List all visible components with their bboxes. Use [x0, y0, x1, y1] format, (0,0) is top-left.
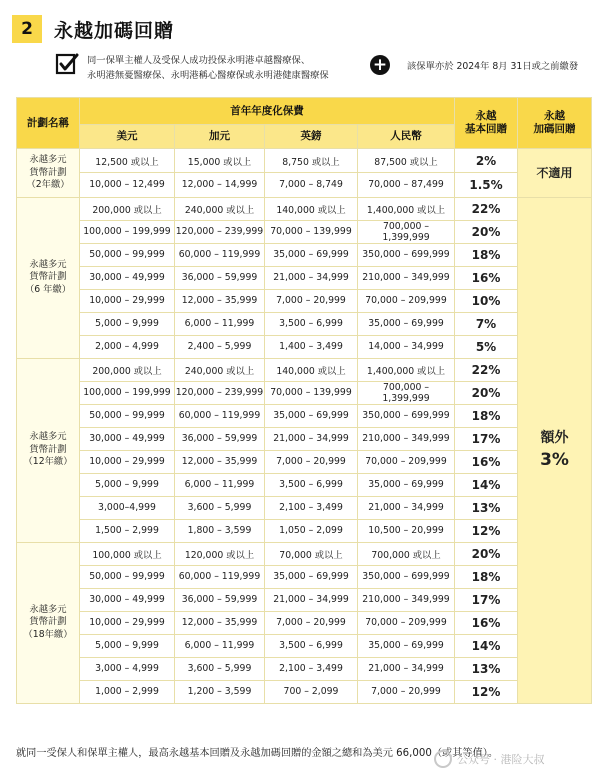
premium-cell: 210,000 – 349,999: [358, 266, 455, 289]
basic-rebate-cell: 17%: [455, 588, 518, 611]
premium-cell: 10,000 – 12,499: [80, 173, 175, 197]
table-row: [17, 542, 592, 565]
premium-cell: 1,050 – 2,099: [265, 519, 358, 542]
premium-cell: 350,000 – 699,999: [358, 565, 455, 588]
basic-rebate-cell: 14%: [455, 634, 518, 657]
table-row: [17, 149, 592, 173]
plan-name-line: （6 年繳）: [24, 283, 72, 295]
plan-name-cell: [17, 358, 80, 542]
plan-name-line: （18年繳）: [23, 628, 73, 640]
premium-cell: 70,000 – 139,999: [265, 381, 358, 404]
premium-cell: 240,000 或以上: [175, 197, 265, 220]
premium-cell: 5,000 – 9,999: [80, 634, 175, 657]
basic-rebate-cell: 13%: [455, 657, 518, 680]
table-row: [17, 220, 592, 243]
plan-name-cell: [17, 542, 80, 703]
table-row: [17, 243, 592, 266]
premium-cell: 8,750 或以上: [265, 149, 358, 173]
header-text: 基本回贈: [465, 123, 507, 135]
premium-cell: 36,000 – 59,999: [175, 427, 265, 450]
basic-rebate-cell: 22%: [455, 358, 518, 381]
extra-bonus-label: 額外: [540, 430, 569, 447]
premium-cell: 5,000 – 9,999: [80, 473, 175, 496]
header-first-year-premium: 首年年度化保費: [80, 98, 455, 125]
premium-cell: 3,500 – 6,999: [265, 473, 358, 496]
table-row: [17, 197, 592, 220]
premium-cell: 12,000 – 35,999: [175, 289, 265, 312]
premium-cell: 70,000 – 209,999: [358, 289, 455, 312]
watermark-text: 公众号 · 港险大叔: [457, 753, 545, 766]
premium-cell: 10,000 – 29,999: [80, 450, 175, 473]
premium-cell: 700,000 – 1,399,999: [358, 381, 455, 404]
basic-rebate-cell: 16%: [455, 611, 518, 634]
table-row: [17, 680, 592, 703]
premium-cell: 6,000 – 11,999: [175, 473, 265, 496]
premium-cell: 2,100 – 3,499: [265, 496, 358, 519]
premium-cell: 1,400,000 或以上: [358, 197, 455, 220]
table-row: [17, 588, 592, 611]
plan-name-line: 永越多元: [29, 258, 67, 270]
basic-rebate-cell: 7%: [455, 312, 518, 335]
basic-rebate-cell: 18%: [455, 404, 518, 427]
table-row: [17, 358, 592, 381]
premium-cell: 1,400 – 3,499: [265, 335, 358, 358]
premium-cell: 87,500 或以上: [358, 149, 455, 173]
basic-rebate-cell: 14%: [455, 473, 518, 496]
header-bonus-rebate: [518, 98, 592, 149]
table-row: [17, 312, 592, 335]
table-row: [17, 473, 592, 496]
plus-icon: +: [370, 55, 390, 75]
basic-rebate-cell: 10%: [455, 289, 518, 312]
plan-name-line: 永越多元: [29, 603, 67, 615]
wechat-icon: [434, 750, 452, 768]
premium-cell: 21,000 – 34,999: [358, 657, 455, 680]
premium-cell: 10,000 – 29,999: [80, 611, 175, 634]
basic-rebate-cell: 12%: [455, 680, 518, 703]
premium-cell: 36,000 – 59,999: [175, 266, 265, 289]
section-header: [12, 15, 174, 43]
premium-cell: 350,000 – 699,999: [358, 243, 455, 266]
premium-cell: 36,000 – 59,999: [175, 588, 265, 611]
plan-name-line: 貨幣計劃: [29, 616, 67, 628]
basic-rebate-cell: 17%: [455, 427, 518, 450]
premium-cell: 12,000 – 35,999: [175, 611, 265, 634]
premium-cell: 50,000 – 99,999: [80, 404, 175, 427]
basic-rebate-cell: 20%: [455, 542, 518, 565]
table-row: [17, 173, 592, 197]
premium-cell: 35,000 – 69,999: [358, 312, 455, 335]
premium-cell: 3,000 – 4,999: [80, 657, 175, 680]
premium-cell: 3,000–4,999: [80, 496, 175, 519]
header-plan-name: 計劃名稱: [17, 98, 80, 149]
table-body: [17, 149, 592, 704]
premium-cell: 70,000 或以上: [265, 542, 358, 565]
premium-cell: 6,000 – 11,999: [175, 312, 265, 335]
basic-rebate-cell: 1.5%: [455, 173, 518, 197]
premium-cell: 12,000 – 14,999: [175, 173, 265, 197]
basic-rebate-cell: 16%: [455, 450, 518, 473]
table-row: [17, 335, 592, 358]
premium-cell: 12,000 – 35,999: [175, 450, 265, 473]
table-row: [17, 427, 592, 450]
rebate-table: [16, 97, 592, 704]
table-row: [17, 289, 592, 312]
premium-cell: 140,000 或以上: [265, 358, 358, 381]
premium-cell: 21,000 – 34,999: [265, 266, 358, 289]
premium-cell: 15,000 或以上: [175, 149, 265, 173]
premium-cell: 240,000 或以上: [175, 358, 265, 381]
premium-cell: 3,500 – 6,999: [265, 634, 358, 657]
premium-cell: 30,000 – 49,999: [80, 266, 175, 289]
table-row: [17, 450, 592, 473]
header-currency-rmb: 人民幣: [358, 125, 455, 149]
footnote: 就同一受保人和保單主權人，最高永越基本回贈及永越加碼回贈的金額之總和為美元 66,000（或其等值）。: [16, 748, 499, 759]
header-text: 加碼回贈: [533, 123, 576, 135]
premium-cell: 3,600 – 5,999: [175, 496, 265, 519]
header-text: 永越: [475, 110, 497, 122]
basic-rebate-cell: 16%: [455, 266, 518, 289]
premium-cell: 1,000 – 2,999: [80, 680, 175, 703]
premium-cell: 1,800 – 3,599: [175, 519, 265, 542]
premium-cell: 30,000 – 49,999: [80, 427, 175, 450]
bonus-rebate-cell: 不適用: [518, 149, 592, 198]
premium-cell: 2,100 – 3,499: [265, 657, 358, 680]
table-row: [17, 266, 592, 289]
premium-cell: 7,000 – 20,999: [265, 611, 358, 634]
premium-cell: 7,000 – 20,999: [358, 680, 455, 703]
premium-cell: 210,000 – 349,999: [358, 427, 455, 450]
premium-cell: 100,000 – 199,999: [80, 220, 175, 243]
premium-cell: 50,000 – 99,999: [80, 565, 175, 588]
premium-cell: 200,000 或以上: [80, 197, 175, 220]
premium-cell: 200,000 或以上: [80, 358, 175, 381]
policy-condition: [87, 53, 359, 83]
header-currency-usd: 美元: [80, 125, 175, 149]
basic-rebate-cell: 13%: [455, 496, 518, 519]
extra-bonus-value: 3%: [540, 450, 569, 471]
header-basic-rebate: [455, 98, 518, 149]
condition-line: 永明港無憂醫療保、永明港稱心醫療保或永明港健康醫療保: [87, 70, 329, 81]
premium-cell: 50,000 – 99,999: [80, 243, 175, 266]
premium-cell: 14,000 – 34,999: [358, 335, 455, 358]
premium-cell: 210,000 – 349,999: [358, 588, 455, 611]
premium-cell: 100,000 – 199,999: [80, 381, 175, 404]
premium-cell: 60,000 – 119,999: [175, 565, 265, 588]
table-row: [17, 657, 592, 680]
section-title: 永越加碼回贈: [54, 19, 175, 42]
table-row: [17, 496, 592, 519]
premium-cell: 7,000 – 20,999: [265, 289, 358, 312]
premium-cell: 7,000 – 8,749: [265, 173, 358, 197]
plan-name-line: 永越多元: [29, 154, 67, 166]
premium-cell: 3,600 – 5,999: [175, 657, 265, 680]
plan-name-cell: [17, 197, 80, 358]
deadline-condition: 該保單亦於 2024年 8月 31日或之前繳發: [407, 61, 579, 72]
premium-cell: 35,000 – 69,999: [358, 473, 455, 496]
premium-cell: 700,000 或以上: [358, 542, 455, 565]
premium-cell: 120,000 – 239,999: [175, 381, 265, 404]
premium-cell: 35,000 – 69,999: [265, 243, 358, 266]
premium-cell: 21,000 – 34,999: [265, 427, 358, 450]
premium-cell: 6,000 – 11,999: [175, 634, 265, 657]
premium-cell: 35,000 – 69,999: [265, 404, 358, 427]
basic-rebate-cell: 5%: [455, 335, 518, 358]
premium-cell: 70,000 – 209,999: [358, 450, 455, 473]
table-row: [17, 381, 592, 404]
table-row: [17, 519, 592, 542]
basic-rebate-cell: 20%: [455, 381, 518, 404]
premium-cell: 12,500 或以上: [80, 149, 175, 173]
premium-cell: 70,000 – 87,499: [358, 173, 455, 197]
premium-cell: 10,500 – 20,999: [358, 519, 455, 542]
premium-cell: 70,000 – 209,999: [358, 611, 455, 634]
premium-cell: 21,000 – 34,999: [358, 496, 455, 519]
premium-cell: 1,500 – 2,999: [80, 519, 175, 542]
premium-cell: 60,000 – 119,999: [175, 404, 265, 427]
premium-cell: 2,400 – 5,999: [175, 335, 265, 358]
basic-rebate-cell: 18%: [455, 243, 518, 266]
premium-cell: 7,000 – 20,999: [265, 450, 358, 473]
plan-name-line: （12年繳）: [23, 456, 73, 468]
plan-name-line: 貨幣計劃: [29, 271, 67, 283]
premium-cell: 120,000 – 239,999: [175, 220, 265, 243]
condition-line: 同一保單主權人及受保人成功投保永明港卓越醫療保、: [87, 55, 311, 66]
premium-cell: 120,000 或以上: [175, 542, 265, 565]
premium-cell: 10,000 – 29,999: [80, 289, 175, 312]
premium-cell: 35,000 – 69,999: [265, 565, 358, 588]
plan-name-line: 貨幣計劃: [29, 443, 67, 455]
watermark: [434, 750, 545, 768]
premium-cell: 21,000 – 34,999: [265, 588, 358, 611]
basic-rebate-cell: 12%: [455, 519, 518, 542]
table-row: [17, 634, 592, 657]
header-currency-gbp: 英鎊: [265, 125, 358, 149]
premium-cell: 700,000 – 1,399,999: [358, 220, 455, 243]
premium-cell: 35,000 – 69,999: [358, 634, 455, 657]
bonus-rebate-cell: [518, 197, 592, 703]
premium-cell: 3,500 – 6,999: [265, 312, 358, 335]
checkbox-icon: [55, 52, 79, 76]
premium-cell: 100,000 或以上: [80, 542, 175, 565]
basic-rebate-cell: 18%: [455, 565, 518, 588]
premium-cell: 700 – 2,099: [265, 680, 358, 703]
premium-cell: 2,000 – 4,999: [80, 335, 175, 358]
premium-cell: 70,000 – 139,999: [265, 220, 358, 243]
plan-name-cell: [17, 149, 80, 198]
premium-cell: 350,000 – 699,999: [358, 404, 455, 427]
plan-name-line: 貨幣計劃: [29, 166, 67, 178]
basic-rebate-cell: 20%: [455, 220, 518, 243]
plan-name-line: （2年繳）: [26, 179, 70, 191]
premium-cell: 60,000 – 119,999: [175, 243, 265, 266]
header-currency-cad: 加元: [175, 125, 265, 149]
section-number: 2: [12, 15, 42, 43]
plan-name-line: 永越多元: [29, 431, 67, 443]
premium-cell: 30,000 – 49,999: [80, 588, 175, 611]
premium-cell: 1,400,000 或以上: [358, 358, 455, 381]
premium-cell: 5,000 – 9,999: [80, 312, 175, 335]
premium-cell: 1,200 – 3,599: [175, 680, 265, 703]
table-row: [17, 404, 592, 427]
basic-rebate-cell: 2%: [455, 149, 518, 173]
table-row: [17, 565, 592, 588]
table-row: [17, 611, 592, 634]
premium-cell: 140,000 或以上: [265, 197, 358, 220]
header-text: 永越: [544, 110, 565, 122]
basic-rebate-cell: 22%: [455, 197, 518, 220]
